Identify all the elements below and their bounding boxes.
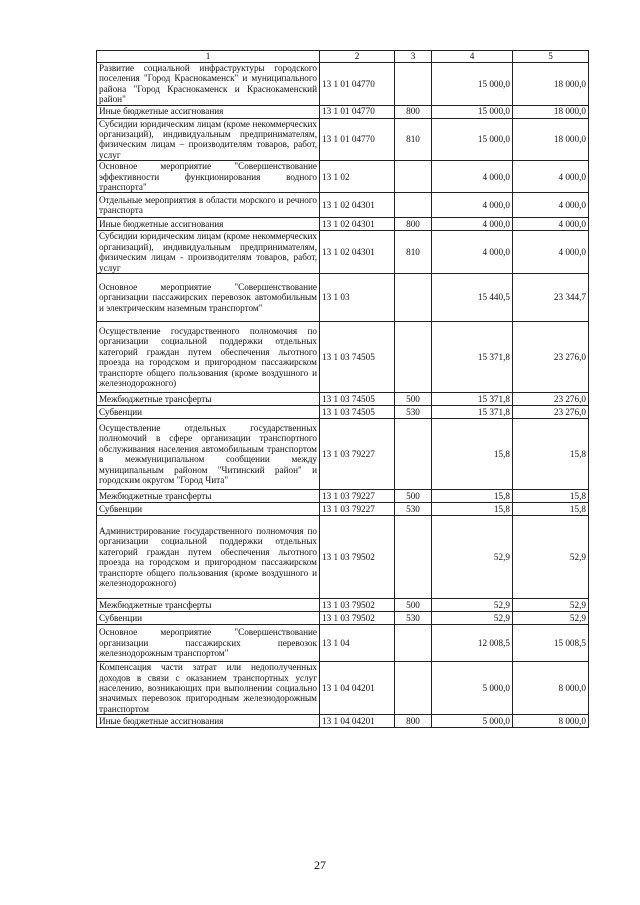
row-value-4-cell: 15 000,0 xyxy=(432,105,513,118)
row-code-cell: 13 1 01 04770 xyxy=(320,63,395,106)
table-body xyxy=(97,63,589,728)
table-row xyxy=(97,118,589,161)
row-code-cell: 13 1 03 74505 xyxy=(320,406,395,419)
row-value-5-cell: 4 000,0 xyxy=(513,193,589,218)
table-row xyxy=(97,393,589,406)
row-vr-cell: 530 xyxy=(395,612,432,625)
row-value-4-cell: 15 440,5 xyxy=(432,274,513,322)
table-row xyxy=(97,218,589,231)
row-vr-cell: 810 xyxy=(395,118,432,161)
row-code-cell: 13 1 03 79502 xyxy=(320,516,395,599)
row-name-cell: Компенсация части затрат или недополученных доходов в связи с оказанием транспортных услуг населению, возникающих при выполнении социально значимых перевозок пригородным железнодорожным транспортом xyxy=(97,662,320,715)
row-code-cell: 13 1 04 xyxy=(320,625,395,662)
row-code-cell: 13 1 03 74505 xyxy=(320,393,395,406)
row-value-5-cell: 15,8 xyxy=(513,503,589,516)
row-code-cell: 13 1 03 79502 xyxy=(320,599,395,612)
row-vr-cell: 530 xyxy=(395,406,432,419)
row-code-cell: 13 1 02 04301 xyxy=(320,231,395,274)
row-vr-cell: 500 xyxy=(395,393,432,406)
row-name-cell: Основное мероприятие "Совершенствование эффективности функционирования водного транспорта" xyxy=(97,161,320,193)
row-value-5-cell: 52,9 xyxy=(513,516,589,599)
row-value-4-cell: 52,9 xyxy=(432,516,513,599)
row-value-4-cell: 15,8 xyxy=(432,503,513,516)
row-value-5-cell: 15,8 xyxy=(513,419,589,490)
row-value-5-cell: 15,8 xyxy=(513,490,589,503)
row-value-5-cell: 15 008,5 xyxy=(513,625,589,662)
table-row xyxy=(97,161,589,193)
row-value-5-cell: 52,9 xyxy=(513,599,589,612)
row-vr-cell xyxy=(395,63,432,106)
row-value-5-cell: 23 276,0 xyxy=(513,406,589,419)
table-row xyxy=(97,406,589,419)
table-row xyxy=(97,715,589,728)
table-row xyxy=(97,516,589,599)
row-vr-cell xyxy=(395,625,432,662)
row-vr-cell: 800 xyxy=(395,105,432,118)
row-name-cell: Субвенции xyxy=(97,612,320,625)
row-value-5-cell: 8 000,0 xyxy=(513,662,589,715)
row-vr-cell xyxy=(395,193,432,218)
row-name-cell: Иные бюджетные ассигнования xyxy=(97,715,320,728)
table-row xyxy=(97,419,589,490)
row-code-cell: 13 1 03 79227 xyxy=(320,419,395,490)
page-number: 27 xyxy=(314,858,326,872)
row-value-4-cell: 5 000,0 xyxy=(432,662,513,715)
row-name-cell: Основное мероприятие "Совершенствование организации пассажирских перевозок автомобильным и электрическим наземным транспортом" xyxy=(97,274,320,322)
row-value-4-cell: 15,8 xyxy=(432,419,513,490)
row-name-cell: Субсидии юридическим лицам (кроме некоммерческих организаций), индивидуальным предпринимателям, физическим лицам - производителям товаров, работ, услуг xyxy=(97,231,320,274)
row-value-4-cell: 52,9 xyxy=(432,599,513,612)
row-vr-cell: 800 xyxy=(395,715,432,728)
row-name-cell: Иные бюджетные ассигнования xyxy=(97,218,320,231)
row-value-4-cell: 12 008,5 xyxy=(432,625,513,662)
row-value-4-cell: 4 000,0 xyxy=(432,161,513,193)
row-value-5-cell: 4 000,0 xyxy=(513,218,589,231)
row-name-cell: Межбюджетные трансферты xyxy=(97,393,320,406)
row-value-4-cell: 15 000,0 xyxy=(432,63,513,106)
row-value-4-cell: 15,8 xyxy=(432,490,513,503)
table-row xyxy=(97,503,589,516)
row-value-4-cell: 15 371,8 xyxy=(432,393,513,406)
row-value-4-cell: 4 000,0 xyxy=(432,193,513,218)
row-code-cell: 13 1 03 74505 xyxy=(320,322,395,393)
table-row xyxy=(97,274,589,322)
row-code-cell: 13 1 02 04301 xyxy=(320,193,395,218)
header-col-2: 2 xyxy=(320,51,395,63)
row-code-cell: 13 1 03 xyxy=(320,274,395,322)
table-row xyxy=(97,490,589,503)
row-name-cell: Субвенции xyxy=(97,406,320,419)
header-col-1: 1 xyxy=(97,51,320,63)
row-value-5-cell: 23 276,0 xyxy=(513,393,589,406)
row-code-cell: 13 1 02 xyxy=(320,161,395,193)
budget-table xyxy=(96,50,589,728)
row-code-cell: 13 1 03 79502 xyxy=(320,612,395,625)
row-name-cell: Иные бюджетные ассигнования xyxy=(97,105,320,118)
row-vr-cell: 530 xyxy=(395,503,432,516)
row-value-5-cell: 18 000,0 xyxy=(513,105,589,118)
row-value-4-cell: 15 371,8 xyxy=(432,406,513,419)
table-row xyxy=(97,63,589,106)
row-code-cell: 13 1 01 04770 xyxy=(320,118,395,161)
row-name-cell: Развитие социальной инфраструктуры городского поселения "Город Краснокаменск" и муниципального района "Город Краснокаменск и Краснокаменский район" xyxy=(97,63,320,106)
table-row xyxy=(97,193,589,218)
row-name-cell: Отдельные мероприятия в области морского и речного транспорта xyxy=(97,193,320,218)
row-name-cell: Основное мероприятие "Совершенствование организации пассажирских перевозок железнодорожным транспортом" xyxy=(97,625,320,662)
table-row xyxy=(97,322,589,393)
table-row xyxy=(97,231,589,274)
row-value-4-cell: 5 000,0 xyxy=(432,715,513,728)
row-code-cell: 13 1 04 04201 xyxy=(320,715,395,728)
row-name-cell: Межбюджетные трансферты xyxy=(97,599,320,612)
row-value-5-cell: 23 344,7 xyxy=(513,274,589,322)
row-vr-cell xyxy=(395,419,432,490)
row-name-cell: Осуществление государственного полномочия по организации социальной поддержки отдельных категорий граждан путем обеспечения льготного проезда на городском и пригородном пассажирском транспорте общего пользования (кроме воздушного и железнодорожного) xyxy=(97,322,320,393)
table-header xyxy=(97,51,589,63)
row-value-5-cell: 18 000,0 xyxy=(513,63,589,106)
row-value-5-cell: 23 276,0 xyxy=(513,322,589,393)
row-code-cell: 13 1 01 04770 xyxy=(320,105,395,118)
row-value-5-cell: 4 000,0 xyxy=(513,231,589,274)
row-vr-cell: 500 xyxy=(395,490,432,503)
row-value-5-cell: 8 000,0 xyxy=(513,715,589,728)
header-row xyxy=(97,51,589,63)
row-name-cell: Субсидии юридическим лицам (кроме некоммерческих организаций), индивидуальным предпринимателям, физическим лицам – производителям товаров, работ, услуг xyxy=(97,118,320,161)
row-code-cell: 13 1 02 04301 xyxy=(320,218,395,231)
row-name-cell: Межбюджетные трансферты xyxy=(97,490,320,503)
table-row xyxy=(97,612,589,625)
row-vr-cell: 500 xyxy=(395,599,432,612)
row-vr-cell xyxy=(395,274,432,322)
row-code-cell: 13 1 04 04201 xyxy=(320,662,395,715)
row-value-5-cell: 52,9 xyxy=(513,612,589,625)
row-name-cell: Субвенции xyxy=(97,503,320,516)
header-col-3: 3 xyxy=(395,51,432,63)
header-col-5: 5 xyxy=(513,51,589,63)
row-vr-cell xyxy=(395,516,432,599)
row-name-cell: Осуществление отдельных государственных полномочий в сфере организации транспортного обслуживания населения автомобильным транспортом в межмуниципальном сообщении между муниципальным районом "Читинский район" и городским округом "Город Чита" xyxy=(97,419,320,490)
row-vr-cell xyxy=(395,322,432,393)
table-row xyxy=(97,599,589,612)
row-vr-cell xyxy=(395,161,432,193)
table-row xyxy=(97,105,589,118)
table-row xyxy=(97,662,589,715)
row-value-5-cell: 18 000,0 xyxy=(513,118,589,161)
row-value-4-cell: 15 371,8 xyxy=(432,322,513,393)
row-value-4-cell: 15 000,0 xyxy=(432,118,513,161)
row-code-cell: 13 1 03 79227 xyxy=(320,490,395,503)
row-vr-cell xyxy=(395,662,432,715)
row-name-cell: Администрирование государственного полномочия по организации социальной поддержки отдельных категорий граждан путем обеспечения льготного проезда на городском и пригородном пассажирском транспорте общего пользования (кроме воздушного и железнодорожного) xyxy=(97,516,320,599)
row-code-cell: 13 1 03 79227 xyxy=(320,503,395,516)
row-value-4-cell: 4 000,0 xyxy=(432,218,513,231)
header-col-4: 4 xyxy=(432,51,513,63)
table-row xyxy=(97,625,589,662)
row-value-4-cell: 4 000,0 xyxy=(432,231,513,274)
row-vr-cell: 810 xyxy=(395,231,432,274)
row-value-5-cell: 4 000,0 xyxy=(513,161,589,193)
row-vr-cell: 800 xyxy=(395,218,432,231)
row-value-4-cell: 52,9 xyxy=(432,612,513,625)
